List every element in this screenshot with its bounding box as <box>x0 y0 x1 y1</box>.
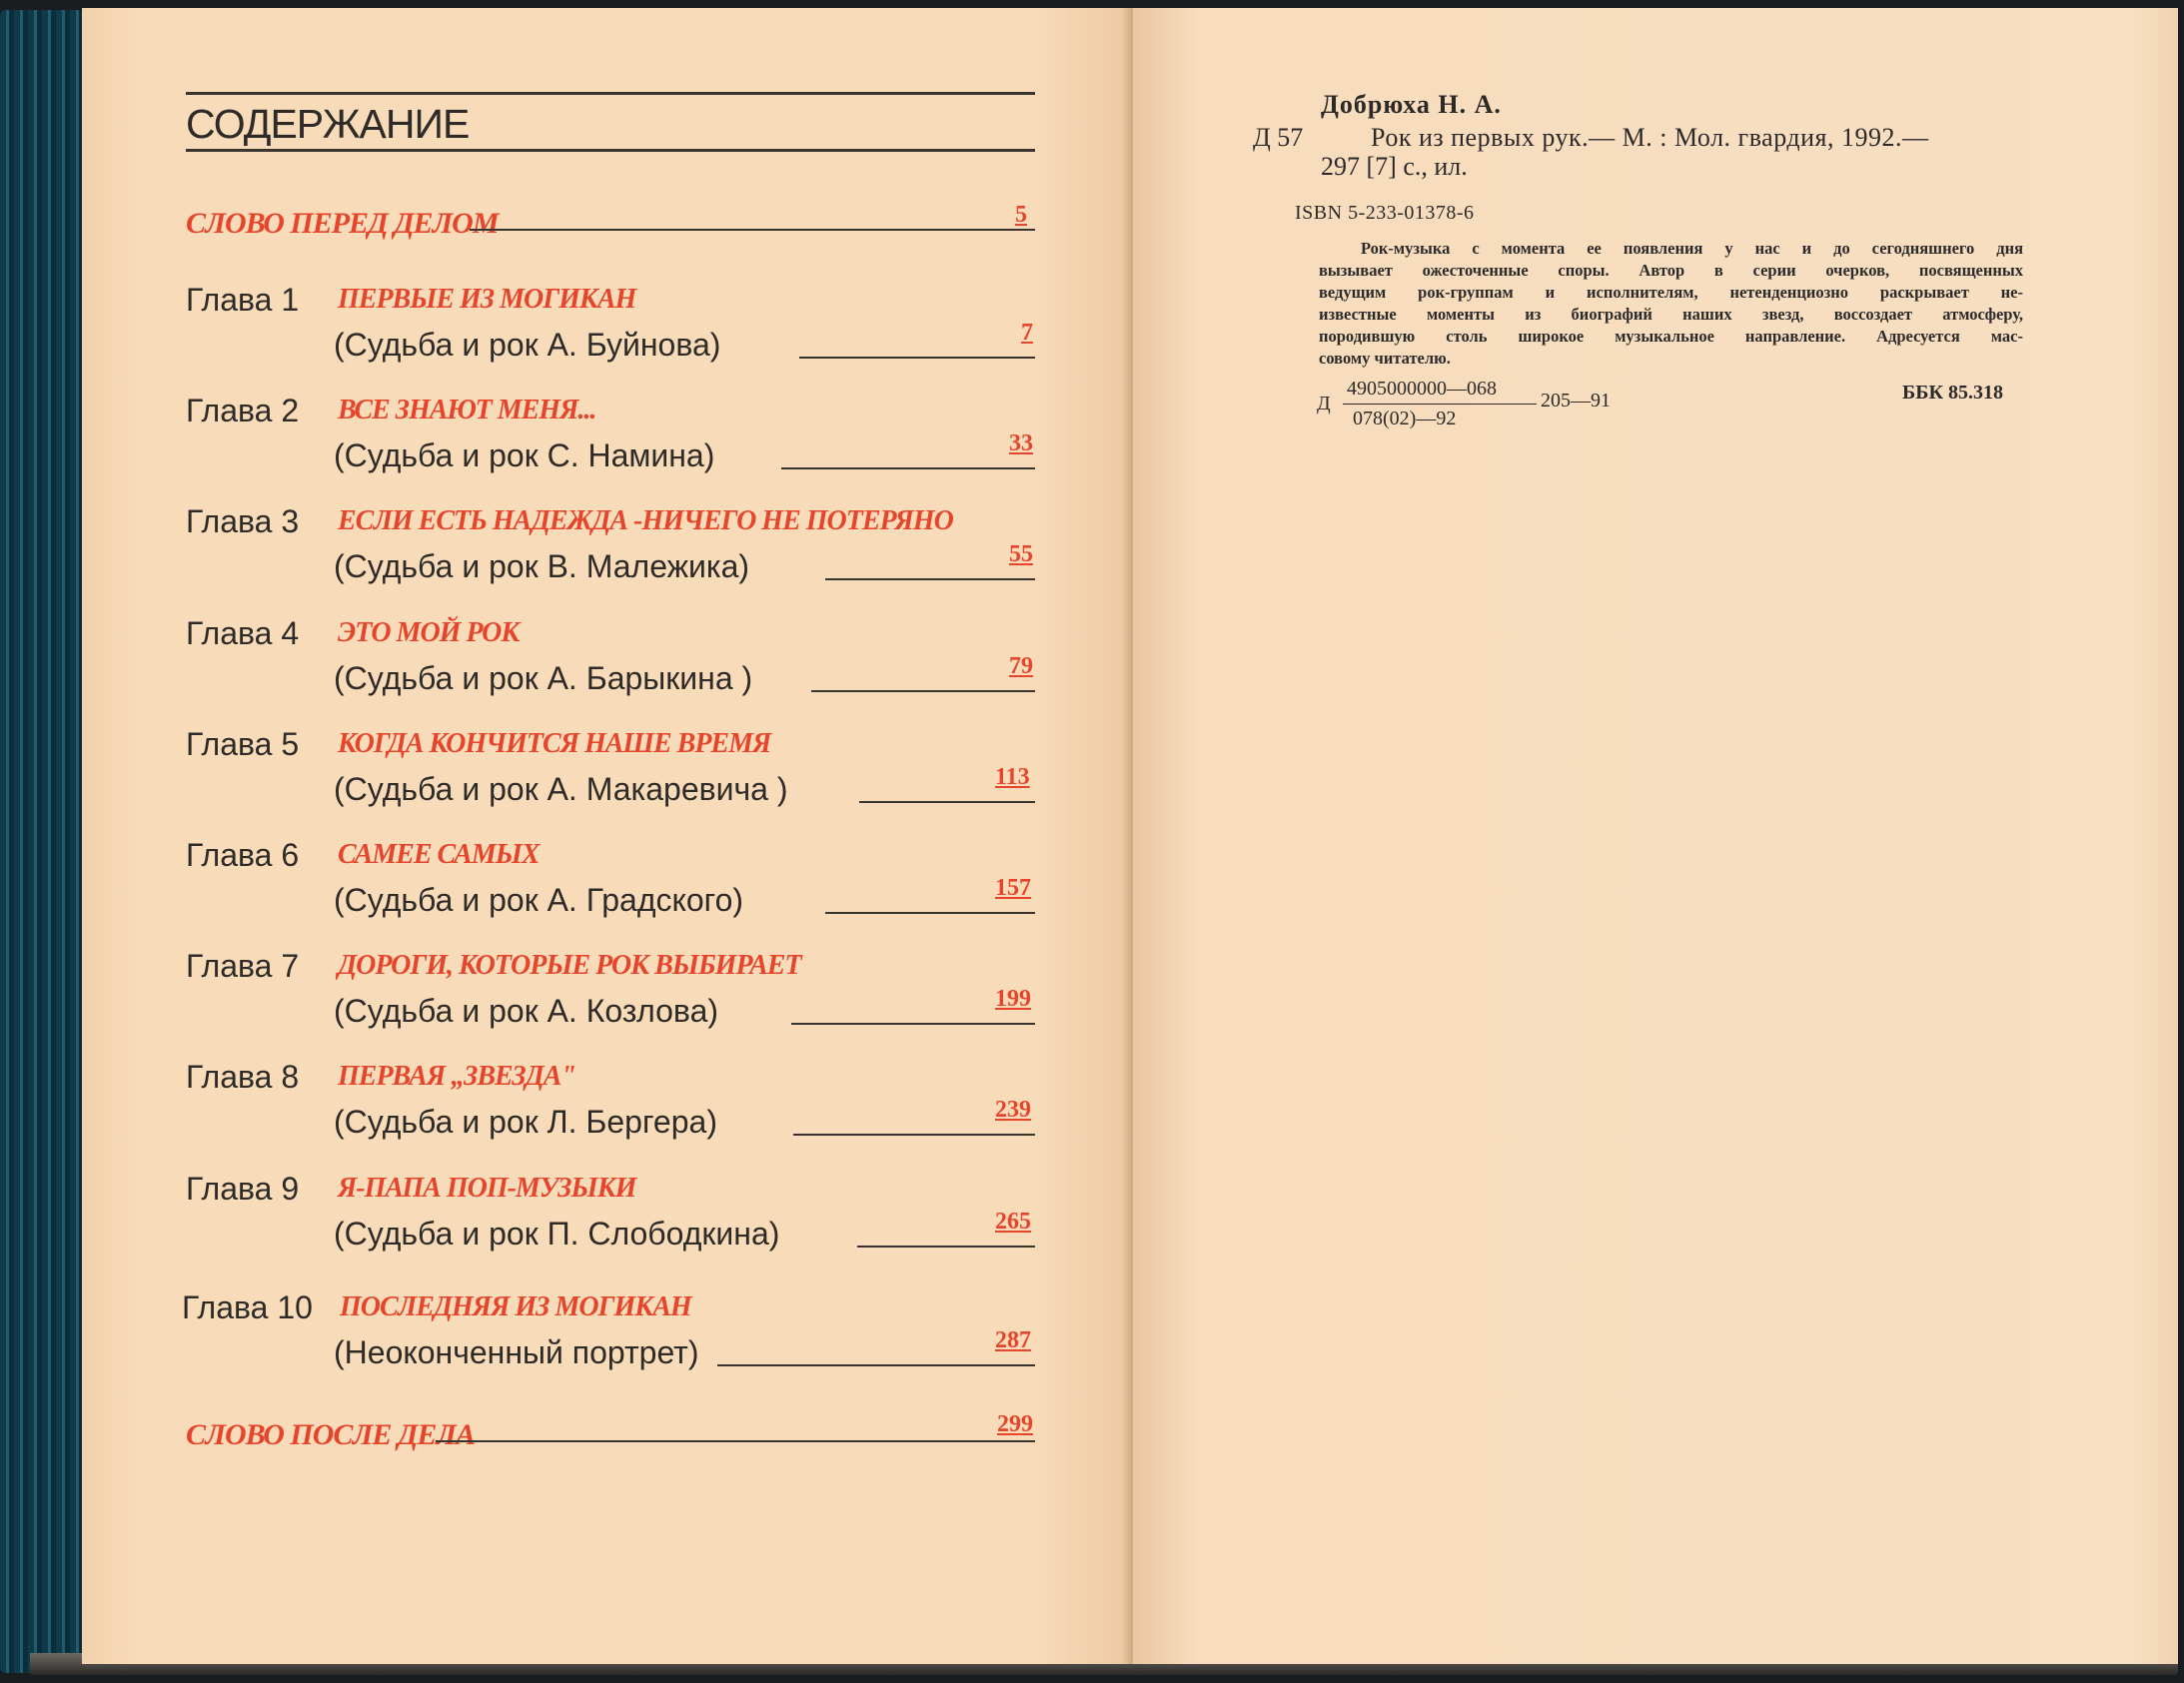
imprint-pages-line: 297 [7] с., ил. <box>1321 152 1468 181</box>
chapter-leader <box>717 1364 1035 1366</box>
chapter-title: ВСЕ ЗНАЮТ МЕНЯ... <box>338 395 596 426</box>
chapter-page-number: 265 <box>995 1208 1031 1235</box>
chapter-title: ПОСЛЕДНЯЯ ИЗ МОГИКАН <box>340 1290 691 1322</box>
contents-heading-rules <box>186 92 1035 152</box>
chapter-page-number: 287 <box>995 1326 1031 1353</box>
chapter-label: Глава 7 <box>186 948 300 985</box>
bbk-index: ББК 85.318 <box>1902 382 2003 404</box>
chapter-leader <box>825 578 1035 580</box>
imprint-isbn: ISBN 5-233-01378-6 <box>1295 202 1475 224</box>
annotation-line: ведущим рок-группам и исполнителям, нетенденциозно раскрывает не- <box>1319 283 2023 302</box>
chapter-page-number: 79 <box>1009 652 1033 679</box>
annotation-line: породившую столь широкое музыкальное направление. Адресуется мас- <box>1319 327 2023 346</box>
fraction-numerator: 4905000000—068 <box>1347 378 1497 400</box>
chapter-subtitle: (Судьба и рок А. Буйнова) <box>334 327 721 363</box>
chapter-title: САМЕЕ САМЫХ <box>338 839 540 870</box>
chapter-subtitle: (Судьба и рок В. Малежика) <box>334 548 750 585</box>
fraction-bar <box>1343 404 1537 405</box>
chapter-label: Глава 1 <box>186 282 300 318</box>
chapter-page-number: 199 <box>995 986 1031 1013</box>
chapter-leader <box>811 690 1035 692</box>
outro-page: 299 <box>997 1411 1033 1437</box>
chapter-subtitle: (Неоконченный портрет) <box>334 1333 699 1370</box>
fraction-denominator: 078(02)—92 <box>1353 408 1457 429</box>
imprint-annotation <box>1319 238 2023 370</box>
fraction-tail: 205—91 <box>1541 390 1611 412</box>
outro-leader <box>436 1440 1035 1442</box>
chapter-page-number: 157 <box>995 875 1031 901</box>
chapter-title: ДОРОГИ, КОТОРЫЕ РОК ВЫБИРАЕТ <box>338 950 801 982</box>
chapter-leader <box>781 467 1035 469</box>
imprint-author: Добрюха Н. А. <box>1321 90 1502 119</box>
imprint-title-line: Рок из первых рук.— М. : Мол. гвардия, 1992.— <box>1371 123 1929 152</box>
chapter-label: Глава 5 <box>186 725 300 762</box>
chapter-leader <box>825 912 1035 914</box>
chapter-page-number: 7 <box>1021 320 1033 346</box>
chapter-label: Глава 8 <box>186 1059 300 1096</box>
chapter-label: Глава 4 <box>186 614 300 651</box>
contents-heading: СОДЕРЖАНИЕ <box>186 101 470 147</box>
annotation-line: совому читателю. <box>1319 349 1451 368</box>
chapter-page-number: 239 <box>995 1097 1031 1124</box>
chapter-subtitle: (Судьба и рок П. Слободкина) <box>334 1215 780 1252</box>
chapter-subtitle: (Судьба и рок С. Намина) <box>334 437 715 474</box>
chapter-leader <box>857 1246 1035 1248</box>
index-letter: Д <box>1317 393 1331 415</box>
chapter-leader <box>791 1023 1035 1025</box>
outro-title: СЛОВО ПОСЛЕ ДЕЛА <box>186 1418 475 1451</box>
chapter-label: Глава 6 <box>186 837 300 873</box>
chapter-title: ЭТО МОЙ РОК <box>338 616 520 648</box>
intro-leader <box>470 229 1035 231</box>
chapter-page-number: 113 <box>995 763 1030 790</box>
chapter-title: КОГДА КОНЧИТСЯ НАШЕ ВРЕМЯ <box>338 727 771 759</box>
chapter-title: ЕСЛИ ЕСТЬ НАДЕЖДА -НИЧЕГО НЕ ПОТЕРЯНО <box>338 505 953 537</box>
chapter-leader <box>859 801 1035 803</box>
chapter-page-number: 33 <box>1009 430 1033 457</box>
chapter-page-number: 55 <box>1009 541 1033 568</box>
annotation-line: Рок-музыка с момента ее появления у нас и до сегодняшнего дня <box>1361 239 2023 258</box>
chapter-label: Глава 3 <box>186 503 300 540</box>
chapter-subtitle: (Судьба и рок А. Козлова) <box>334 993 719 1030</box>
intro-title: СЛОВО ПЕРЕД ДЕЛОМ <box>186 207 499 240</box>
annotation-line: известные моменты из биографий наших звезд, воссоздает атмосферу, <box>1319 305 2023 324</box>
imprint-code: Д 57 <box>1253 123 1304 152</box>
chapter-subtitle: (Судьба и рок Л. Бергера) <box>334 1104 717 1141</box>
chapter-leader <box>793 1134 1035 1136</box>
chapter-leader <box>799 357 1035 359</box>
chapter-subtitle: (Судьба и рок А. Макаревича ) <box>334 770 788 807</box>
chapter-label: Глава 2 <box>186 393 300 429</box>
intro-page: 5 <box>1015 202 1027 228</box>
chapter-title: ПЕРВАЯ „ЗВЕЗДА" <box>338 1061 575 1093</box>
chapter-title: Я-ПАПА ПОП-МУЗЫКИ <box>338 1172 636 1204</box>
chapter-label: Глава 10 <box>182 1288 313 1325</box>
chapter-subtitle: (Судьба и рок А. Барыкина ) <box>334 659 753 696</box>
book-block-edge <box>0 10 95 1673</box>
contents-page <box>82 8 1133 1664</box>
chapter-label: Глава 9 <box>186 1170 300 1207</box>
chapter-title: ПЕРВЫЕ ИЗ МОГИКАН <box>338 284 636 315</box>
annotation-line: вызывает ожесточенные споры. Автор в серии очерков, посвященных <box>1319 261 2023 280</box>
chapter-subtitle: (Судьба и рок А. Градского) <box>334 882 744 918</box>
